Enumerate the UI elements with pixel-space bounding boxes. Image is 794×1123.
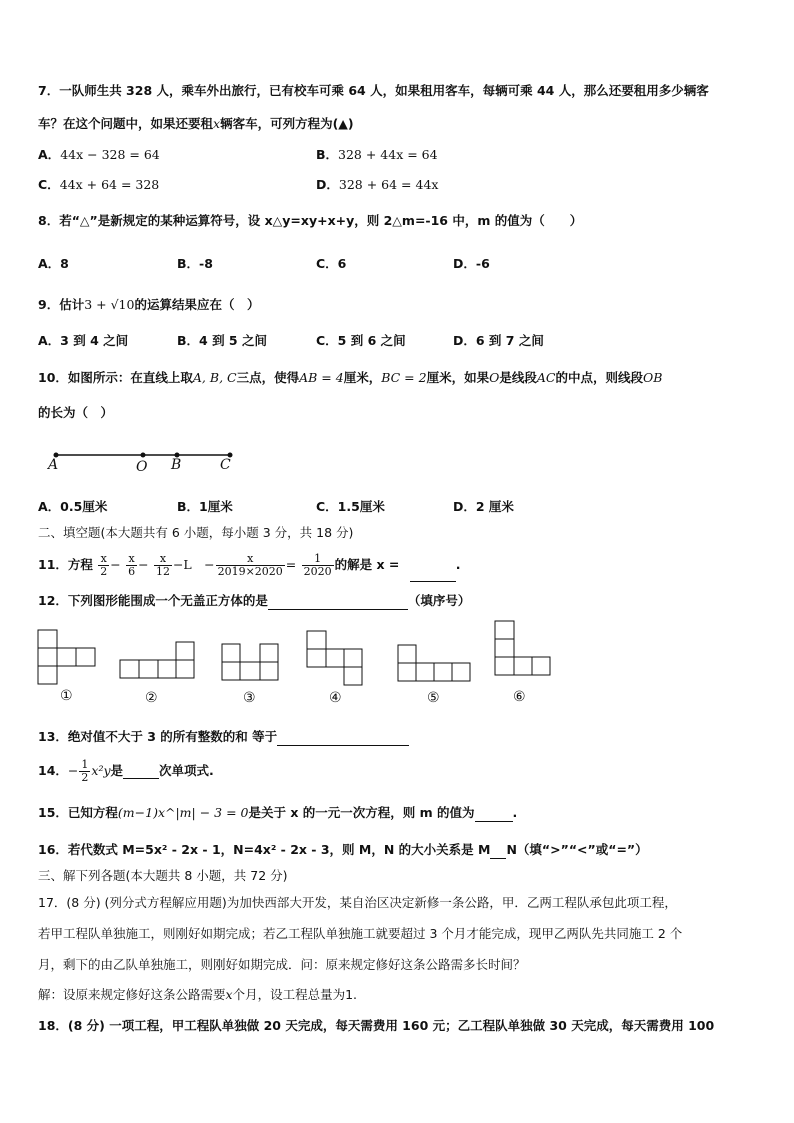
net-5-label: ⑤ <box>427 690 440 706</box>
q17-line4: 解：设原来规定修好这条公路需要x个月，设工程总量为1. <box>38 987 358 1002</box>
q17-line1: 17．(8 分) (列分式方程解应用题)为加快西部大开发，某自治区决定新修一条公路，甲．乙两工程队承包此项工程， <box>38 895 677 910</box>
q9-option-c: C．5 到 6 之间 <box>316 333 406 348</box>
q17-line2: 若甲工程队单独施工，则刚好如期完成；若乙工程队单独施工就要超过 3 个月才能完成，现甲乙两队先共同施工 2 个 <box>38 926 683 941</box>
q11-equation: 11．方程 $\frac{x}{2}$ − $\frac{x}{6}$ − $\frac{x}{12}$ −L − $\frac{x}{2019\times 2020}$ = $\frac{1}{2020}$ 的解是 x = . <box>38 548 461 582</box>
q15-answer-blank <box>475 807 513 822</box>
point-o-label: O <box>136 459 148 475</box>
q14-answer-blank <box>123 764 159 779</box>
q8-option-d: D．-6 <box>453 256 490 271</box>
q10-option-a: A．0.5厘米 <box>38 499 108 514</box>
q16-text: 16．若代数式 M=5x² - 2x - 1，N=4x² - 2x - 3，则 M，N 的大小关系是 M N（填“>”“<”或“=”） <box>38 842 648 857</box>
q10-option-d: D．2 厘米 <box>453 499 514 514</box>
q8-text: 8．若“△”是新规定的某种运算符号，设 x△y=xy+x+y，则 2△m=-16 中，m 的值为（ ） <box>38 213 583 228</box>
q13-text: 13．绝对值不大于 3 的所有整数的和 等于 <box>38 728 409 746</box>
q9-option-b: B．4 到 5 之间 <box>177 333 267 348</box>
q8-option-a: A．8 <box>38 256 69 271</box>
point-a-label: A <box>48 457 59 473</box>
q9-option-d: D．6 到 7 之间 <box>453 333 544 348</box>
q14-text: 14．− $\frac{1}{2}$ x²y是 次单项式. <box>38 758 214 784</box>
section-2-heading: 二、填空题(本大题共有 6 小题，每小题 3 分，共 18 分) <box>38 525 354 540</box>
q7-line1: 7．一队师生共 328 人，乘车外出旅行，已有校车可乘 64 人，如果租用客车，每辆可乘 44 人，那么还要租用多少辆客 <box>38 83 709 98</box>
q15-text: 15．已知方程(m−1)x^|m| − 3 = 0是关于 x 的一元一次方程，则 m 的值为 . <box>38 805 518 820</box>
section-3-heading: 三、解下列各题(本大题共 8 小题，共 72 分) <box>38 868 288 883</box>
q7-option-b: B．328 + 44x = 64 <box>316 147 438 162</box>
q7-option-c: C．44x + 64 = 328 <box>38 177 160 192</box>
q17-line3: 月，剩下的由乙队单独施工，则刚好如期完成．问：原来规定修好这条公路需多长时间？ <box>38 957 526 972</box>
q13-answer-blank <box>277 731 409 746</box>
q8-option-b: B．-8 <box>177 256 213 271</box>
q16-answer-blank <box>490 844 506 859</box>
q7-option-d: D．328 + 64 = 44x <box>316 177 439 192</box>
q8-option-c: C．6 <box>316 256 347 271</box>
q10-line1: 10．如图所示：在直线上取A, B, C三点，使得AB = 4厘米，BC = 2厘米，如果O是线段AC的中点，则线段OB <box>38 370 663 385</box>
q12-text: 12．下列图形能围成一个无盖正方体的是 （填序号） <box>38 593 471 608</box>
q10-option-c: C．1.5厘米 <box>316 499 385 514</box>
net-3-label: ③ <box>243 690 256 706</box>
net-1-label: ① <box>60 688 73 704</box>
net-2-label: ② <box>145 690 158 706</box>
q7-option-a: A．44x − 328 = 64 <box>38 147 160 162</box>
q9-text: 9．估计3 + √10的运算结果应在（ ） <box>38 297 260 312</box>
q10-line2: 的长为（ ） <box>38 405 114 420</box>
net-4-label: ④ <box>329 690 342 706</box>
net-6-label: ⑥ <box>513 689 526 705</box>
q9-option-a: A．3 到 4 之间 <box>38 333 129 348</box>
point-c-label: C <box>220 457 231 473</box>
q18-line1: 18．(8 分) 一项工程，甲工程队单独做 20 天完成，每天需费用 160 元；乙工程队单独做 30 天完成，每天需费用 100 <box>38 1018 715 1033</box>
q10-option-b: B．1厘米 <box>177 499 233 514</box>
point-b-label: B <box>171 457 182 473</box>
q7-line2: 车？在这个问题中，如果还要租x辆客车，可列方程为(▲) <box>38 116 354 131</box>
